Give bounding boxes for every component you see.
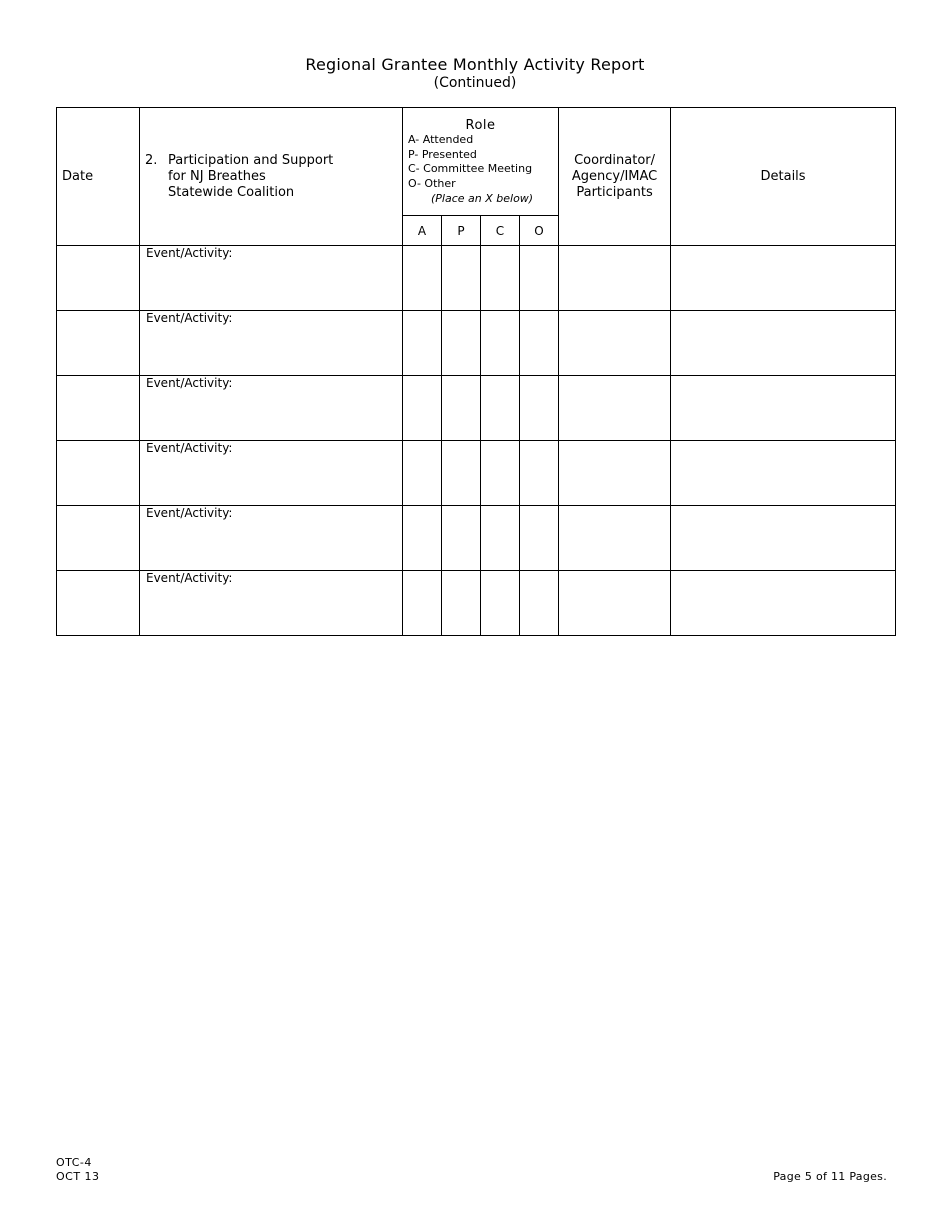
participation-line: for NJ Breathes bbox=[168, 168, 266, 184]
coordinator-header bbox=[559, 108, 671, 246]
event-cell[interactable] bbox=[140, 571, 403, 636]
details-cell[interactable] bbox=[671, 441, 896, 506]
page-subtitle: (Continued) bbox=[433, 75, 517, 91]
page-title: Regional Grantee Monthly Activity Report bbox=[305, 55, 645, 74]
coordinator-line: Agency/IMAC bbox=[571, 168, 658, 184]
date-cell[interactable] bbox=[57, 376, 140, 441]
role-c-cell[interactable] bbox=[481, 441, 520, 506]
table-row bbox=[57, 246, 896, 311]
table-row bbox=[57, 571, 896, 636]
details-header: Details bbox=[671, 108, 896, 246]
role-letter-p: P bbox=[442, 216, 481, 246]
role-note: (Place an X below) bbox=[431, 192, 534, 205]
role-p-cell[interactable] bbox=[442, 311, 481, 376]
role-p-cell[interactable] bbox=[442, 376, 481, 441]
coordinator-cell[interactable] bbox=[559, 376, 671, 441]
table-row bbox=[57, 506, 896, 571]
details-cell[interactable] bbox=[671, 376, 896, 441]
role-letter-a: A bbox=[403, 216, 442, 246]
role-a-cell[interactable] bbox=[403, 441, 442, 506]
role-o-cell[interactable] bbox=[520, 571, 559, 636]
table-row bbox=[57, 311, 896, 376]
details-cell[interactable] bbox=[671, 311, 896, 376]
event-label: Event/Activity: bbox=[146, 571, 233, 585]
role-o-cell[interactable] bbox=[520, 376, 559, 441]
date-header: Date bbox=[57, 108, 140, 246]
role-p-cell[interactable] bbox=[442, 441, 481, 506]
coordinator-cell[interactable] bbox=[559, 571, 671, 636]
coordinator-cell[interactable] bbox=[559, 506, 671, 571]
participation-line: Statewide Coalition bbox=[168, 184, 295, 200]
page-number: Page 5 of 11 Pages. bbox=[773, 1170, 887, 1183]
event-label: Event/Activity: bbox=[146, 441, 233, 455]
role-a-cell[interactable] bbox=[403, 311, 442, 376]
details-cell[interactable] bbox=[671, 246, 896, 311]
event-cell[interactable] bbox=[140, 441, 403, 506]
table-row bbox=[57, 376, 896, 441]
role-c-cell[interactable] bbox=[481, 246, 520, 311]
date-cell[interactable] bbox=[57, 441, 140, 506]
role-a-cell[interactable] bbox=[403, 376, 442, 441]
section-number: 2. bbox=[145, 152, 158, 168]
role-p-cell[interactable] bbox=[442, 571, 481, 636]
event-label: Event/Activity: bbox=[146, 246, 233, 260]
role-a-cell[interactable] bbox=[403, 571, 442, 636]
event-cell[interactable] bbox=[140, 506, 403, 571]
role-a-cell[interactable] bbox=[403, 246, 442, 311]
role-legend-item: O- Other bbox=[408, 176, 456, 190]
role-letter-c: C bbox=[481, 216, 520, 246]
role-letter-o: O bbox=[520, 216, 559, 246]
event-cell[interactable] bbox=[140, 311, 403, 376]
form-id bbox=[56, 1156, 100, 1184]
role-c-cell[interactable] bbox=[481, 376, 520, 441]
coordinator-line: Participants bbox=[576, 184, 653, 200]
form-date: OCT 13 bbox=[56, 1170, 100, 1183]
details-cell[interactable] bbox=[671, 506, 896, 571]
role-header bbox=[403, 108, 559, 216]
role-o-cell[interactable] bbox=[520, 506, 559, 571]
coordinator-cell[interactable] bbox=[559, 311, 671, 376]
participation-header bbox=[140, 108, 403, 246]
role-c-cell[interactable] bbox=[481, 506, 520, 571]
role-o-cell[interactable] bbox=[520, 246, 559, 311]
event-cell[interactable] bbox=[140, 246, 403, 311]
details-cell[interactable] bbox=[671, 571, 896, 636]
role-c-cell[interactable] bbox=[481, 311, 520, 376]
date-cell[interactable] bbox=[57, 571, 140, 636]
role-c-cell[interactable] bbox=[481, 571, 520, 636]
event-label: Event/Activity: bbox=[146, 376, 233, 390]
event-cell[interactable] bbox=[140, 376, 403, 441]
role-legend-item: C- Committee Meeting bbox=[408, 162, 533, 175]
role-o-cell[interactable] bbox=[520, 311, 559, 376]
event-label: Event/Activity: bbox=[146, 506, 233, 520]
role-a-cell[interactable] bbox=[403, 506, 442, 571]
coordinator-cell[interactable] bbox=[559, 441, 671, 506]
form-code: OTC-4 bbox=[56, 1156, 92, 1169]
table-row bbox=[57, 441, 896, 506]
date-cell[interactable] bbox=[57, 506, 140, 571]
role-legend-item: A- Attended bbox=[408, 133, 474, 146]
role-p-cell[interactable] bbox=[442, 506, 481, 571]
activity-table bbox=[56, 107, 896, 636]
coordinator-line: Coordinator/ bbox=[574, 152, 656, 168]
role-legend-item: P- Presented bbox=[408, 147, 477, 161]
role-title: Role bbox=[465, 118, 496, 133]
participation-line: Participation and Support bbox=[168, 152, 334, 168]
coordinator-cell[interactable] bbox=[559, 246, 671, 311]
date-cell[interactable] bbox=[57, 311, 140, 376]
role-p-cell[interactable] bbox=[442, 246, 481, 311]
role-o-cell[interactable] bbox=[520, 441, 559, 506]
event-label: Event/Activity: bbox=[146, 311, 233, 325]
date-cell[interactable] bbox=[57, 246, 140, 311]
